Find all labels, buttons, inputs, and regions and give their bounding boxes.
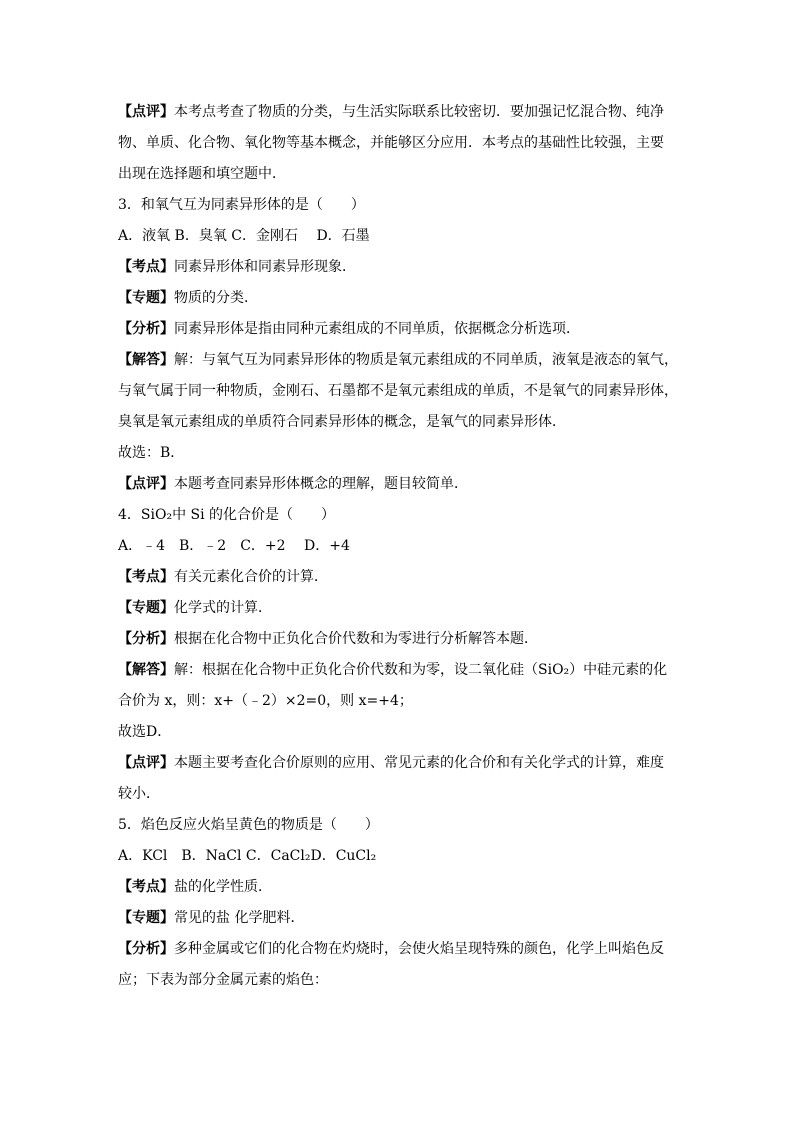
kaodian-tag: 【考点】	[118, 879, 174, 895]
q4-jieda	[118, 655, 678, 686]
zhuanti-text: 物质的分类．	[174, 290, 258, 306]
q5-kaodian	[118, 872, 678, 903]
fenxi-text: 同素异形体是指由同种元素组成的不同单质，依据概念分析选项．	[174, 321, 580, 337]
zhuanti-tag: 【专题】	[118, 600, 174, 616]
question-3-options: A．液氧 B．臭氧 C．金刚石 D．石墨	[118, 228, 370, 244]
zhuanti-tag: 【专题】	[118, 910, 174, 926]
question-5-options: A．KCl B．NaCl C．CaCl₂D．CuCl₂	[118, 848, 377, 864]
q5-fenxi-cont: 应；下表为部分金属元素的焰色：	[118, 972, 328, 988]
comment-text: 本考点考查了物质的分类，与生活实际联系比较密切．要加强记忆混合物、纯净	[174, 104, 664, 120]
comment-line: 物、单质、化合物、氧化物等基本概念，并能够区分应用．本考点的基础性比较强，主要	[118, 135, 664, 151]
question-5-title: 5．焰色反应火焰呈黄色的物质是（ ）	[118, 817, 379, 833]
q4-zhuanti	[118, 593, 678, 624]
kaodian-text: 盐的化学性质．	[174, 879, 272, 895]
dianping-tag: 【点评】	[118, 755, 174, 771]
dianping-tag: 【点评】	[118, 476, 174, 492]
kaodian-text: 同素异形体和同素异形现象．	[174, 259, 356, 275]
jieda-text: 解：与氧气互为同素异形体的物质是氧元素组成的不同单质，液氧是液态的氧气，	[174, 352, 678, 368]
fenxi-tag: 【分析】	[118, 631, 174, 647]
kaodian-tag: 【考点】	[118, 259, 174, 275]
document-body	[118, 97, 678, 996]
q3-kaodian	[118, 252, 678, 283]
q3-fenxi	[118, 314, 678, 345]
q4-kaodian	[118, 562, 678, 593]
fenxi-text: 根据在化合物中正负化合价代数和为零进行分析解答本题．	[174, 631, 538, 647]
comment-line: 出现在选择题和填空题中．	[118, 166, 286, 182]
comment-tag: 【点评】	[118, 104, 174, 120]
q3-zhuanti	[118, 283, 678, 314]
kaodian-tag: 【考点】	[118, 569, 174, 585]
zhuanti-text: 化学式的计算．	[174, 600, 272, 616]
jieda-tag: 【解答】	[118, 662, 174, 678]
question-4-title: 4．SiO₂中 Si 的化合价是（ ）	[118, 507, 336, 523]
fenxi-tag: 【分析】	[118, 941, 174, 957]
q3-dianping	[118, 469, 678, 500]
q4-fenxi	[118, 624, 678, 655]
q5-fenxi	[118, 934, 678, 965]
q3-answer: 故选：B．	[118, 445, 185, 461]
zhuanti-text: 常见的盐 化学肥料．	[174, 910, 305, 926]
q5-zhuanti	[118, 903, 678, 934]
jieda-text: 解：根据在化合物中正负化合价代数和为零，设二氧化硅（SiO₂）中硅元素的化	[174, 662, 668, 678]
fenxi-text: 多种金属或它们的化合物在灼烧时，会使火焰呈现特殊的颜色，化学上叫焰色反	[174, 941, 664, 957]
zhuanti-tag: 【专题】	[118, 290, 174, 306]
dianping-text: 本题考查同素异形体概念的理解，题目较简单．	[174, 476, 468, 492]
question-3-title: 3．和氧气互为同素异形体的是（ ）	[118, 197, 365, 213]
q3-jieda-cont: 与氧气属于同一种物质，金刚石、石墨都不是氧元素组成的单质，不是氧气的同素异形体，	[118, 383, 678, 399]
q3-jieda-cont: 臭氧是氧元素组成的单质符合同素异形体的概念，是氧气的同素异形体．	[118, 414, 566, 430]
q4-dianping	[118, 748, 678, 779]
kaodian-text: 有关元素化合价的计算．	[174, 569, 328, 585]
q4-dianping-cont: 较小．	[118, 786, 160, 802]
fenxi-tag: 【分析】	[118, 321, 174, 337]
comment-line	[118, 97, 678, 128]
q4-answer: 故选D．	[118, 724, 172, 740]
jieda-tag: 【解答】	[118, 352, 174, 368]
question-4-options: A．﹣4 B．﹣2 C．+2 D．+4	[118, 538, 350, 554]
q4-jieda-cont: 合价为 x，则：x+（﹣2）×2=0，则 x=+4；	[118, 693, 413, 709]
dianping-text: 本题主要考查化合价原则的应用、常见元素的化合价和有关化学式的计算，难度	[174, 755, 664, 771]
q3-jieda	[118, 345, 678, 376]
